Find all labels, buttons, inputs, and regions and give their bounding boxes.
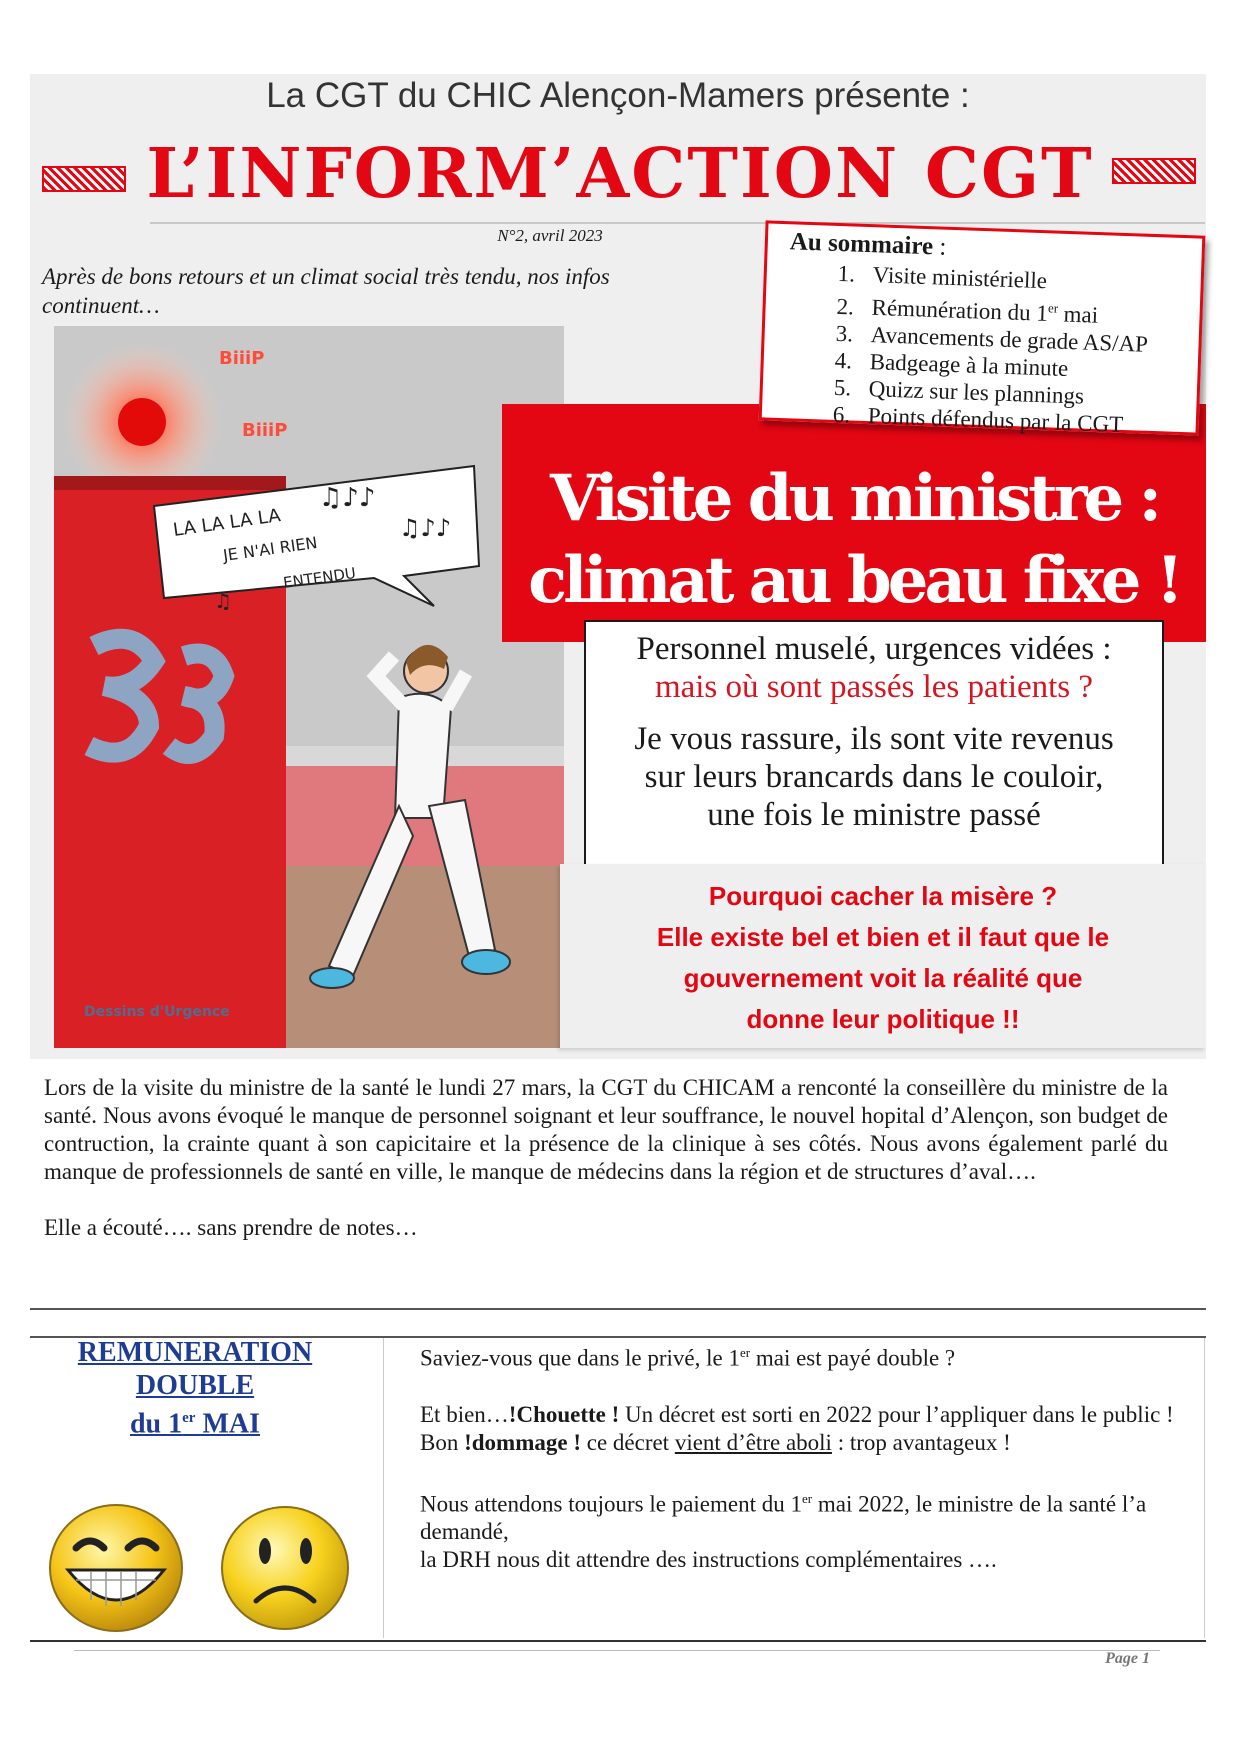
alert-box — [560, 864, 1206, 1048]
subheadline-line-4: sur leurs brancards dans le couloir, — [644, 759, 1104, 795]
intro-text: Après de bons retours et un climat social très tendu, nos infos continuent… — [42, 264, 610, 318]
cartoon-illustration — [54, 326, 564, 1048]
subheadline-line-5: une fois le ministre passé — [707, 797, 1041, 833]
summary-item: 6. Points défendus par la CGT — [855, 401, 1184, 439]
alert-line-4: donne leur politique !! — [746, 1004, 1020, 1034]
alarm-light — [118, 398, 166, 446]
summary-item: 5. Quizz sur les plannings — [856, 374, 1185, 412]
subheadline-line-3: Je vous rassure, ils sont vite revenus — [634, 721, 1114, 757]
article-paragraph-2: Elle a écouté…. sans prendre de notes… — [44, 1215, 418, 1240]
presents-line: La CGT du CHIC Alençon-Mamers présente : — [266, 76, 970, 115]
happy-smiley-icon — [46, 1500, 186, 1635]
article-paragraph-1: Lors de la visite du ministre de la santé le lundi 27 mars, la CGT du CHICAM a renconté la conseillère du ministre de la santé. Nous avons évoqué le manque de personnel soignant et leur souffrance, le nouvel hopital d’Alençon, son budget de contruction, la crainte quant à son capicitaire et la présence de la clinique à ses côtés. Nous avons également parlé du manque de professionnels de santé en ville, le manque de médecins dans la région et de structures d’aval…. — [44, 1075, 1168, 1184]
column-edge — [1204, 1338, 1205, 1638]
sound-effect-1: BiiiP — [219, 348, 265, 369]
remuneration-body — [420, 1339, 1180, 1602]
remuneration-title: REMUNERATION DOUBLE du 1er MAI — [77, 1337, 313, 1440]
remuneration-paragraph-2: Et bien…!Chouette ! Un décret est sorti en 2022 pour l’appliquer dans le public ! Bon !dommage ! ce décret vient d’être aboli : trop avantageux ! — [420, 1401, 1174, 1455]
right-hatch-decoration — [1112, 158, 1196, 184]
page-number: Page 1 — [1105, 1650, 1150, 1667]
alert-line-1: Pourquoi cacher la misère ? — [708, 881, 1058, 911]
bubble-line-2: JE N'AI RIEN — [221, 532, 319, 565]
summary-list — [773, 258, 1189, 440]
summary-item: 3. Avancements de grade AS/AP — [858, 320, 1187, 358]
summary-item: 2. Rémunération du 1er mai — [859, 288, 1188, 332]
bubble-line-1: LA LA LA LA — [171, 505, 282, 541]
cartoon-credit: Dessins d'Urgence — [84, 1004, 230, 1020]
headline — [502, 458, 1206, 622]
article-body — [44, 1074, 1168, 1270]
music-notes-icon: ♫♪♪ — [319, 483, 376, 513]
column-separator — [383, 1338, 384, 1638]
summary-item: 1. Visite ministérielle — [860, 261, 1189, 299]
summary-title: Au sommaire : — [789, 228, 947, 261]
section-divider — [30, 1308, 1206, 1310]
newsletter-title: L’INFORM’ACTION CGT — [146, 134, 1094, 214]
headline-line-1: Visite du ministre : — [549, 461, 1159, 536]
title-rule — [150, 222, 1205, 224]
left-hatch-decoration — [42, 166, 126, 192]
remuneration-paragraph-3: Nous attendons toujours le paiement du 1er mai 2022, le ministre de la santé l’a demandé, la DRH nous dit attendre des instructions complémentaires …. — [420, 1490, 1147, 1573]
sad-smiley-icon — [218, 1503, 352, 1633]
subheadline-line-1: Personnel muselé, urgences vidées : — [636, 631, 1112, 667]
remuneration-paragraph-1: Saviez-vous que dans le privé, le 1er mai est payé double ? — [420, 1345, 956, 1371]
summary-item: 4. Badgeage à la minute — [857, 347, 1186, 385]
subheadline-question: mais où sont passés les patients ? — [654, 669, 1094, 705]
sound-effect-2: BiiiP — [242, 420, 288, 441]
svg-text:♫: ♫ — [214, 589, 232, 613]
headline-line-2: climat au beau fixe ! — [528, 543, 1180, 618]
alert-line-3: gouvernement voit la réalité que — [683, 963, 1083, 993]
svg-text:♫♪♪: ♫♪♪ — [399, 514, 452, 542]
alert-line-2: Elle existe bel et bien et il faut que le — [656, 922, 1110, 952]
bubble-line-3: ENTENDU — [282, 563, 357, 592]
summary-box — [759, 220, 1206, 435]
footer-divider — [30, 1640, 1206, 1642]
issue-number: N°2, avril 2023 — [497, 226, 603, 245]
subheadline-box — [584, 620, 1164, 866]
footer-rule — [74, 1650, 1160, 1651]
